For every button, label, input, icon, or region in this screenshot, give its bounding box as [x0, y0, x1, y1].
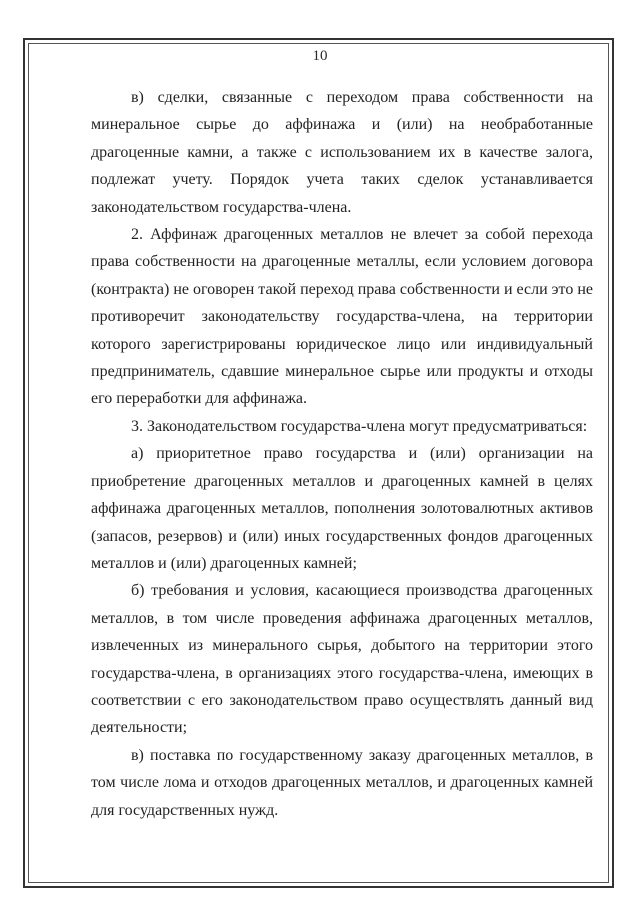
page-number: 10 — [312, 48, 328, 64]
paragraph-priority-right: а) приоритетное право государства и (или) организации на приобретение драгоценных металлов и драгоценных камней в целях аффинажа драгоценных металлов, пополнения золотовалютных активов (запасов, резервов) и (или) иных государственных фондов драгоценных металлов и (или) драгоценных камней; — [91, 445, 593, 572]
document-body — [91, 84, 593, 824]
paragraph-transactions-accounting: в) сделки, связанные с переходом права собственности на минеральное сырье до аффинажа и (или) на необработанные драгоценные камни, а также с использованием их в качестве залога, подлежат учету. Порядок учета таких сделок устанавливается законодательством государства-члена. — [91, 89, 593, 216]
paragraph-state-order-supply: в) поставка по государственному заказу драгоценных металлов, в том числе лома и отходов драгоценных металлов, и драгоценных камней для государственных нужд. — [91, 746, 593, 819]
paragraph-production-requirements: б) требования и условия, касающиеся производства драгоценных металлов, в том числе проведения аффинажа драгоценных металлов, извлеченных из минерального сырья, добытого на территории этого государства-члена, в организациях этого государства-члена, имеющих в соответствии с его законодательством право осуществлять данный вид деятельности; — [91, 582, 593, 737]
paragraph-legislation-provisions: 3. Законодательством государства-члена могут предусматриваться: — [131, 417, 588, 435]
paragraph-refining-ownership: 2. Аффинаж драгоценных металлов не влечет за собой перехода права собственности на драгоценные металлы, если условием договора (контракта) не оговорен такой переход права собственности и если это не противоречит законодательству государства-члена, на территории которого зарегистрированы юридическое лицо или индивидуальный предприниматель, сдавшие минеральное сырье или продукты и отходы его переработки для аффинажа. — [91, 226, 593, 408]
